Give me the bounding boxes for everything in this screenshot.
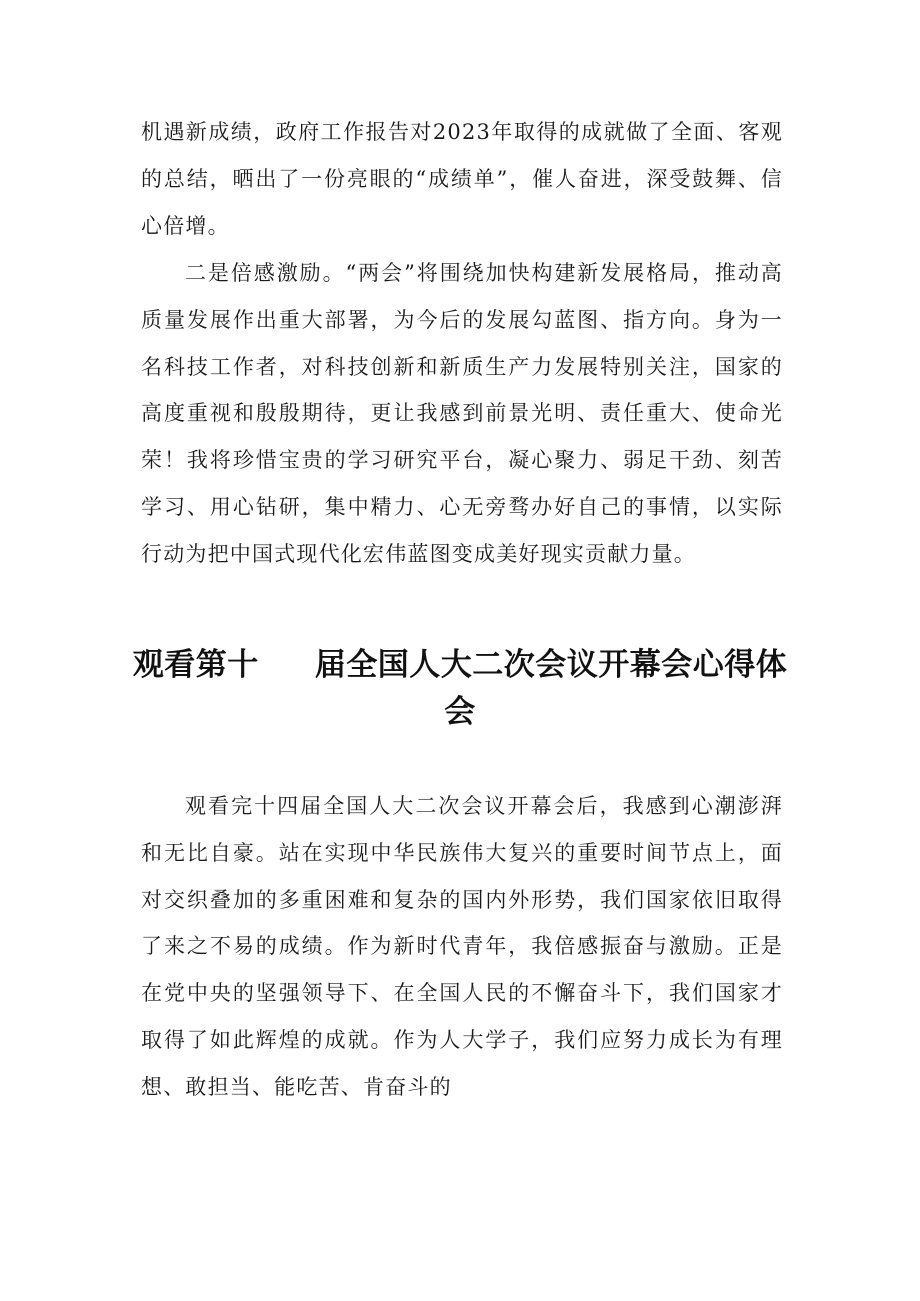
section-heading-part-1: 观看第十 — [132, 647, 259, 683]
paragraph-second-point: 二是倍感激励。“两会”将围绕加快构建新发展格局，推动高质量发展作出重大部署，为今后的发展勾蓝图、指方向。身为一名科技工作者，对科技创新和新质生产力发展特别关注，国家的高度重视和殷殷期待，更让我感到前景光明、责任重大、使命光荣！我将珍惜宝贵的学习研究平台，凝心聚力、弱足干劲、刻苦学习、用心钻研，集中精力、心无旁骛办好自己的事情，以实际行动为把中国式现代化宏伟蓝图变成美好现实贡献力量。 — [141, 261, 783, 566]
section-heading-part-2: 届全国人大二次会议开幕会心得体会 — [314, 647, 788, 730]
section-heading — [120, 642, 800, 736]
paragraph-essay-body: 观看完十四届全国人大二次会议开幕会后，我感到心潮澎湃和无比自豪。站在实现中华民族伟大复兴的重要时间节点上，面对交织叠加的多重困难和复杂的国内外形势，我们国家依旧取得了来之不易的成绩。作为新时代青年，我倍感振奋与激励。正是在党中央的坚强领导下、在全国人民的不懈奋斗下，我们国家才取得了如此辉煌的成就。作为人大学子，我们应努力成长为有理想、敢担当、能吃苦、肯奋斗的 — [141, 794, 783, 1099]
paragraph-continued: 机遇新成绩，政府工作报告对2023年取得的成就做了全面、客观的总结，晒出了一份亮眼的“成绩单”，催人奋进，深受鼓舞、信心倍增。 — [141, 120, 783, 238]
